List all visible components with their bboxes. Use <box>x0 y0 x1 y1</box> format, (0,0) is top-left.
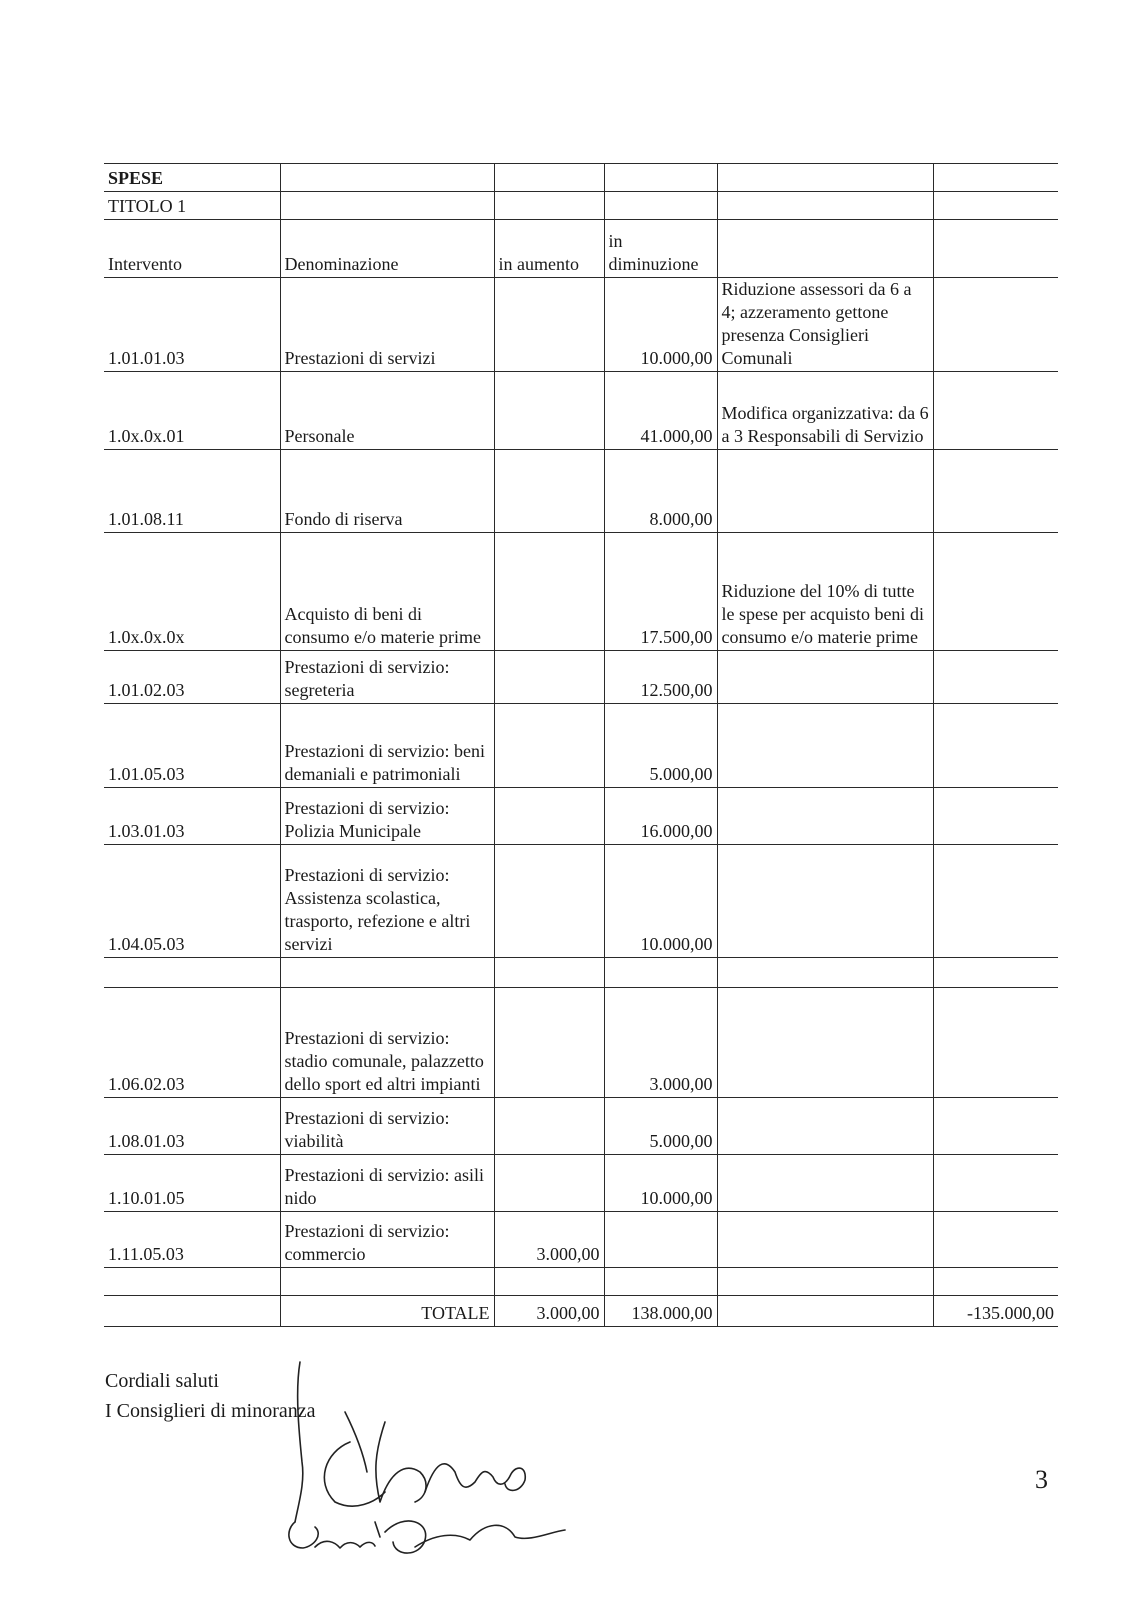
table-row <box>104 704 1058 788</box>
cell-empty <box>933 958 1058 988</box>
cell-empty <box>933 1212 1058 1268</box>
header-intervento: Intervento <box>104 220 280 278</box>
cell-denominazione <box>280 958 494 988</box>
table-subtitle: TITOLO 1 <box>104 192 280 220</box>
cell-intervento <box>104 958 280 988</box>
cell-diminuzione: 10.000,00 <box>604 845 717 958</box>
table-row <box>104 988 1058 1098</box>
cell-intervento: 1.01.01.03 <box>104 278 280 372</box>
cell-denominazione <box>280 1268 494 1296</box>
cell-diminuzione: 41.000,00 <box>604 372 717 450</box>
cell-aumento <box>494 651 604 704</box>
table-row <box>104 1268 1058 1296</box>
cell-denominazione: Prestazioni di servizio: commercio <box>280 1212 494 1268</box>
cell-note: Riduzione assessori da 6 a 4; azzeramento gettone presenza Consiglieri Comunali <box>717 278 933 372</box>
title-row <box>104 164 1058 192</box>
cell-denominazione: Prestazioni di servizio: segreteria <box>280 651 494 704</box>
cell-denominazione: Prestazioni di servizio: Assistenza scolastica, trasporto, refezione e altri servizi <box>280 845 494 958</box>
cell-empty <box>933 651 1058 704</box>
cell-note <box>717 1155 933 1212</box>
cell-diminuzione <box>604 1212 717 1268</box>
cell-denominazione: Fondo di riserva <box>280 450 494 533</box>
cell-note <box>717 988 933 1098</box>
cell-denominazione: Prestazioni di servizio: viabilità <box>280 1098 494 1155</box>
cell-intervento: 1.01.02.03 <box>104 651 280 704</box>
table-row <box>104 958 1058 988</box>
cell-diminuzione <box>604 1268 717 1296</box>
cell-diminuzione: 5.000,00 <box>604 1098 717 1155</box>
cell-denominazione: Prestazioni di servizio: asili nido <box>280 1155 494 1212</box>
table-row <box>104 845 1058 958</box>
cell-note <box>717 450 933 533</box>
header-in-aumento: in aumento <box>494 220 604 278</box>
cell-diminuzione: 17.500,00 <box>604 533 717 651</box>
cell-intervento: 1.01.05.03 <box>104 704 280 788</box>
total-spacer <box>104 1296 280 1327</box>
cell-aumento <box>494 372 604 450</box>
cell-diminuzione: 5.000,00 <box>604 704 717 788</box>
cell-intervento: 1.11.05.03 <box>104 1212 280 1268</box>
cell-diminuzione <box>604 958 717 988</box>
cell-aumento <box>494 278 604 372</box>
header-denominazione: Denominazione <box>280 220 494 278</box>
cell-note <box>717 1098 933 1155</box>
total-label: TOTALE <box>280 1296 494 1327</box>
cell-empty <box>933 788 1058 845</box>
handwritten-signature <box>255 1352 575 1567</box>
table-row <box>104 1098 1058 1155</box>
cell-note <box>717 788 933 845</box>
cell-empty <box>933 1098 1058 1155</box>
cell-diminuzione: 12.500,00 <box>604 651 717 704</box>
total-saldo: -135.000,00 <box>933 1296 1058 1327</box>
cell-diminuzione: 10.000,00 <box>604 278 717 372</box>
cell-note <box>717 1212 933 1268</box>
cell-aumento <box>494 845 604 958</box>
cell-aumento <box>494 988 604 1098</box>
cell-note: Modifica organizzativa: da 6 a 3 Responsabili di Servizio <box>717 372 933 450</box>
header-in-diminuzione <box>604 220 717 278</box>
cell-aumento <box>494 788 604 845</box>
cell-aumento <box>494 533 604 651</box>
cell-note <box>717 958 933 988</box>
cell-diminuzione: 3.000,00 <box>604 988 717 1098</box>
cell-empty <box>933 845 1058 958</box>
cell-note: Riduzione del 10% di tutte le spese per acquisto beni di consumo e/o materie prime <box>717 533 933 651</box>
cell-denominazione: Prestazioni di servizio: Polizia Municipale <box>280 788 494 845</box>
header-row <box>104 220 1058 278</box>
cell-intervento: 1.01.08.11 <box>104 450 280 533</box>
cell-empty <box>933 372 1058 450</box>
cell-intervento: 1.06.02.03 <box>104 988 280 1098</box>
cell-intervento: 1.0x.0x.0x <box>104 533 280 651</box>
cell-denominazione: Acquisto di beni di consumo e/o materie prime <box>280 533 494 651</box>
table-row <box>104 651 1058 704</box>
cell-intervento: 1.03.01.03 <box>104 788 280 845</box>
cell-diminuzione: 16.000,00 <box>604 788 717 845</box>
cell-note <box>717 845 933 958</box>
page-number: 3 <box>1035 1465 1048 1494</box>
cell-denominazione: Prestazioni di servizio: stadio comunale, palazzetto dello sport ed altri impianti <box>280 988 494 1098</box>
cell-intervento: 1.04.05.03 <box>104 845 280 958</box>
cell-denominazione: Prestazioni di servizio: beni demaniali e patrimoniali <box>280 704 494 788</box>
table-title: SPESE <box>104 164 280 192</box>
cell-aumento <box>494 1098 604 1155</box>
cell-aumento <box>494 450 604 533</box>
cell-denominazione: Personale <box>280 372 494 450</box>
cell-aumento <box>494 1155 604 1212</box>
cell-aumento: 3.000,00 <box>494 1212 604 1268</box>
table-row <box>104 788 1058 845</box>
cell-aumento <box>494 958 604 988</box>
cell-aumento <box>494 704 604 788</box>
total-note <box>717 1296 933 1327</box>
table-row <box>104 372 1058 450</box>
cell-denominazione: Prestazioni di servizi <box>280 278 494 372</box>
cell-empty <box>933 450 1058 533</box>
cell-empty <box>933 533 1058 651</box>
cell-note <box>717 651 933 704</box>
table-row <box>104 450 1058 533</box>
cell-empty <box>933 1155 1058 1212</box>
cell-diminuzione: 10.000,00 <box>604 1155 717 1212</box>
subtitle-row <box>104 192 1058 220</box>
table-row <box>104 1155 1058 1212</box>
cell-aumento <box>494 1268 604 1296</box>
total-diminuzione: 138.000,00 <box>604 1296 717 1327</box>
closing-signers: I Consiglieri di minoranza <box>105 1400 316 1422</box>
cell-intervento: 1.0x.0x.01 <box>104 372 280 450</box>
cell-diminuzione: 8.000,00 <box>604 450 717 533</box>
cell-empty <box>933 278 1058 372</box>
spese-table <box>104 163 1058 1327</box>
table-row <box>104 278 1058 372</box>
table-row <box>104 533 1058 651</box>
cell-intervento: 1.08.01.03 <box>104 1098 280 1155</box>
total-row <box>104 1296 1058 1327</box>
cell-note <box>717 1268 933 1296</box>
header-in-diminuzione-text: in diminuzione <box>608 231 699 274</box>
table-row <box>104 1212 1058 1268</box>
total-aumento: 3.000,00 <box>494 1296 604 1327</box>
closing-greeting: Cordiali saluti <box>105 1370 219 1392</box>
cell-intervento <box>104 1268 280 1296</box>
cell-intervento: 1.10.01.05 <box>104 1155 280 1212</box>
cell-empty <box>933 704 1058 788</box>
cell-empty <box>933 1268 1058 1296</box>
cell-note <box>717 704 933 788</box>
cell-empty <box>933 988 1058 1098</box>
